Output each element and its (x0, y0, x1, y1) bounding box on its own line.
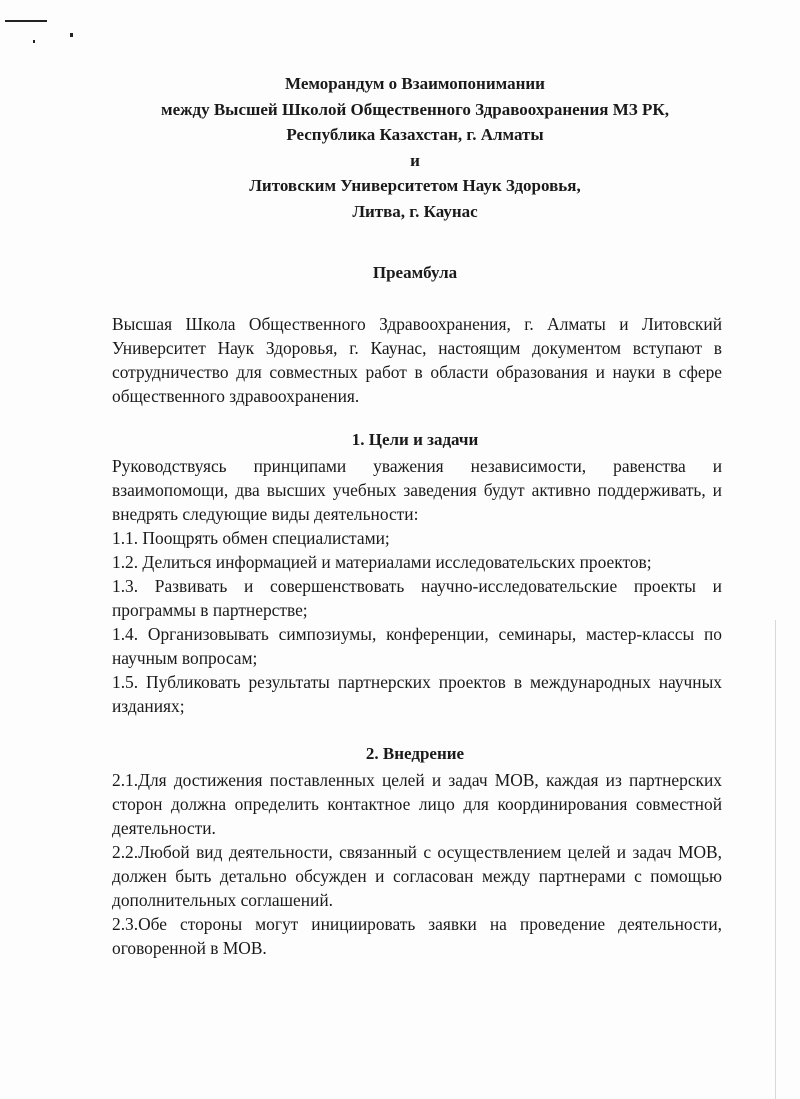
title-line: между Высшей Школой Общественного Здравоохранения МЗ РК, (161, 99, 669, 119)
scan-mark (5, 20, 47, 22)
title-line: Литовским Университетом Наук Здоровья, (249, 176, 581, 196)
preamble-paragraph: Высшая Школа Общественного Здравоохранения, г. Алматы и Литовский Университет Наук Здоровья, г. Каунас, настоящим документом вступают в сотрудничество для совместных работ в области образования и науки в сфере общественного здравоохранения. (112, 314, 722, 406)
list-item: 1.2. Делиться информацией и материалами исследовательских проектов; (112, 552, 652, 572)
list-item: 1.4. Организовывать симпозиумы, конференции, семинары, мастер-классы по научным вопросам; (112, 624, 722, 668)
title-line: Литва, г. Каунас (352, 201, 478, 221)
scan-mark (33, 40, 35, 43)
title-line: Меморандум о Взаимопонимании (285, 74, 545, 93)
list-item: 1.5. Публиковать результаты партнерских проектов в международных научных изданиях; (112, 672, 722, 716)
scan-edge-line (775, 620, 776, 1099)
scan-mark (70, 33, 73, 37)
title-line: и (410, 150, 420, 170)
section-2-body (112, 768, 722, 960)
list-item: 1.3. Развивать и совершенствовать научно-исследовательские проекты и программы в партнерстве; (112, 576, 722, 620)
section-1-intro: Руководствуясь принципами уважения независимости, равенства и взаимопомощи, два высших учебных заведения будут активно поддерживать, и внедрять следующие виды деятельности: (112, 456, 722, 524)
document-title (100, 71, 730, 225)
list-item: 1.1. Поощрять обмен специалистами; (112, 528, 390, 548)
section-1-heading: 1. Цели и задачи (351, 430, 479, 449)
title-line: Республика Казахстан, г. Алматы (286, 125, 544, 145)
preamble-heading: Преамбула (372, 263, 458, 282)
list-item: 2.3.Обе стороны могут инициировать заявки на проведение деятельности, оговоренной в МОВ. (112, 914, 722, 958)
section-2-heading: 2. Внедрение (365, 744, 465, 763)
section-1-body (112, 454, 722, 718)
list-item: 2.1.Для достижения поставленных целей и задач МОВ, каждая из партнерских сторон должна определить контактное лицо для координирования совместной деятельности. (112, 770, 722, 838)
list-item: 2.2.Любой вид деятельности, связанный с осуществлением целей и задач МОВ, должен быть детально обсужден и согласован между партнерами с помощью дополнительных соглашений. (112, 842, 722, 910)
preamble-text (112, 312, 722, 408)
